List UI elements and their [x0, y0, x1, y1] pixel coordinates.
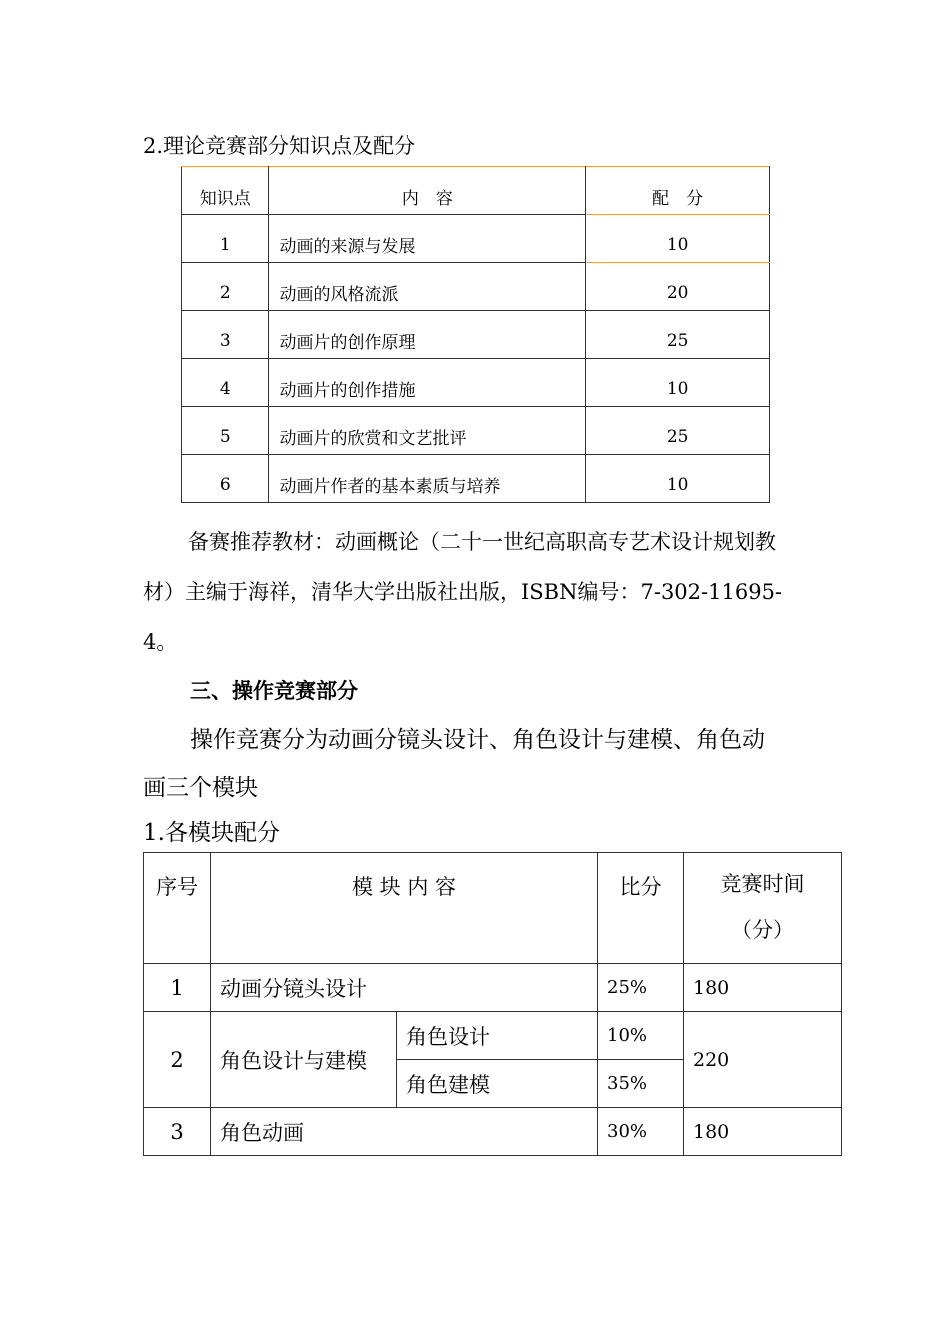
header-time-line-2: （分） [731, 918, 794, 942]
table-row [182, 311, 770, 359]
row-score: 25 [586, 407, 770, 455]
row-ratio: 30% [598, 1108, 684, 1156]
textbook-line-1: 备赛推荐教材：动画概论（二十一世纪高职高专艺术设计规划教 [188, 530, 776, 554]
row-content: 动画片的创作措施 [269, 359, 586, 407]
header-knowledge-point: 知识点 [182, 167, 269, 215]
row-ratio: 35% [598, 1060, 684, 1108]
row-number: 4 [182, 359, 269, 407]
section-3-intro-line-1: 操作竞赛分为动画分镜头设计、角色设计与建模、角色动 [190, 727, 765, 753]
section-3-heading: 三、操作竞赛部分 [190, 678, 358, 703]
row-content: 动画的来源与发展 [269, 215, 586, 263]
table-row [144, 1108, 842, 1156]
textbook-line-3: 4。 [143, 630, 178, 654]
row-content: 动画片作者的基本素质与培养 [269, 455, 586, 503]
row-number: 1 [144, 964, 211, 1012]
row-score: 10 [586, 359, 770, 407]
table-row [144, 964, 842, 1012]
row-number: 2 [144, 1012, 211, 1108]
table-header-row [182, 167, 770, 215]
textbook-line-2: 材）主编于海祥，清华大学出版社出版，ISBN编号：7-302-11695- [143, 580, 783, 604]
row-score: 20 [586, 263, 770, 311]
row-content: 动画片的创作原理 [269, 311, 586, 359]
row-number: 1 [182, 215, 269, 263]
row-number: 5 [182, 407, 269, 455]
row-number: 2 [182, 263, 269, 311]
row-content: 角色设计与建模 [211, 1012, 397, 1108]
header-ratio: 比分 [598, 853, 684, 964]
section-2-title: 2.理论竞赛部分知识点及配分 [143, 134, 416, 158]
row-score: 10 [586, 455, 770, 503]
header-number: 序号 [144, 853, 211, 964]
row-score: 25 [586, 311, 770, 359]
row-ratio: 10% [598, 1012, 684, 1060]
row-number: 6 [182, 455, 269, 503]
table-row [182, 407, 770, 455]
row-content: 角色动画 [211, 1108, 598, 1156]
header-score: 配 分 [586, 167, 770, 215]
row-score: 10 [586, 215, 770, 263]
row-ratio: 25% [598, 964, 684, 1012]
row-content: 动画片的欣赏和文艺批评 [269, 407, 586, 455]
header-time [684, 853, 842, 964]
section-3-intro-line-2: 画三个模块 [143, 775, 258, 801]
row-time: 220 [684, 1012, 842, 1108]
header-time-line-1: 竞赛时间 [720, 872, 805, 896]
row-content: 动画分镜头设计 [211, 964, 598, 1012]
knowledge-points-table [181, 166, 770, 503]
row-number: 3 [144, 1108, 211, 1156]
table-row [182, 215, 770, 263]
header-content: 内 容 [269, 167, 586, 215]
table-header-row [144, 853, 842, 964]
table-row [182, 263, 770, 311]
subsection-1-title: 1.各模块配分 [143, 820, 280, 846]
row-time: 180 [684, 1108, 842, 1156]
row-sub-content: 角色建模 [397, 1060, 598, 1108]
header-module-content: 模 块 内 容 [211, 853, 598, 964]
table-row [182, 359, 770, 407]
row-time: 180 [684, 964, 842, 1012]
module-score-table [143, 852, 842, 1156]
table-row [144, 1012, 842, 1060]
row-content: 动画的风格流派 [269, 263, 586, 311]
row-number: 3 [182, 311, 269, 359]
table-row [182, 455, 770, 503]
row-sub-content: 角色设计 [397, 1012, 598, 1060]
